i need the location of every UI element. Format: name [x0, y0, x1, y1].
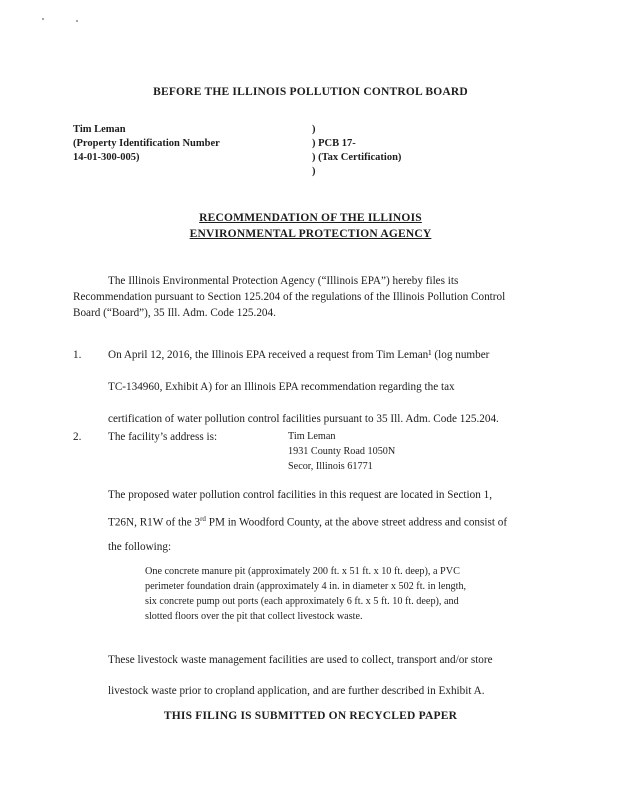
intro-line: The Illinois Environmental Protection Agency (“Illinois EPA”) hereby files its	[108, 275, 459, 287]
caption-bracket: )	[312, 124, 316, 135]
item1-number: 1.	[73, 349, 82, 361]
item1-line: certification of water pollution control facilities pursuant to 35 Ill. Adm. Code 125.204.	[108, 413, 499, 425]
caption-case-type: ) (Tax Certification)	[312, 152, 402, 163]
address-name: Tim Leman	[288, 431, 336, 442]
address-street: 1931 County Road 1050N	[288, 446, 396, 457]
facilities-description-line: slotted floors over the pit that collect livestock waste.	[145, 611, 363, 622]
facilities-description-line: One concrete manure pit (approximately 200 ft. x 51 ft. x 10 ft. deep), a PVC	[145, 566, 460, 577]
caption-pin-label: (Property Identification Number	[73, 138, 220, 149]
address-city: Secor, Illinois 61771	[288, 461, 373, 472]
item1-line: TC-134960, Exhibit A) for an Illinois EPA recommendation regarding the tax	[108, 381, 455, 393]
facilities-description-line: perimeter foundation drain (approximately 4 in. in diameter x 502 ft. in length,	[145, 581, 467, 592]
recommendation-title-line2: ENVIRONMENTAL PROTECTION AGENCY	[189, 228, 432, 240]
recycled-paper-notice: THIS FILING IS SUBMITTED ON RECYCLED PAPER	[163, 710, 458, 722]
intro-line: Recommendation pursuant to Section 125.204 of the regulations of the Illinois Pollution Control	[73, 291, 506, 303]
scan-speck	[42, 18, 44, 20]
caption-petitioner-name: Tim Leman	[73, 124, 126, 135]
caption-pin-number: 14-01-300-005)	[73, 152, 140, 163]
item1-line: On April 12, 2016, the Illinois EPA received a request from Tim Leman¹ (log number	[108, 349, 490, 361]
item2-paragraph-line: T26N, R1W of the 3rd PM in Woodford County, at the above street address and consist of	[108, 515, 508, 529]
board-heading: BEFORE THE ILLINOIS POLLUTION CONTROL BOARD	[153, 86, 468, 98]
intro-line: Board (“Board”), 35 Ill. Adm. Code 125.204.	[73, 307, 276, 319]
item2-number: 2.	[73, 431, 82, 443]
item2-address-label: The facility’s address is:	[108, 431, 218, 443]
closing-line: These livestock waste management facilities are used to collect, transport and/or store	[108, 654, 493, 666]
facilities-description-line: six concrete pump out ports (each approximately 6 ft. x 5 ft. 10 ft. deep), and	[145, 596, 459, 607]
caption-bracket: )	[312, 166, 316, 177]
item2-paragraph-line: the following:	[108, 541, 172, 553]
closing-line: livestock waste prior to cropland application, and are further described in Exhibit A.	[108, 685, 485, 697]
item2-paragraph-line: The proposed water pollution control facilities in this request are located in Section 1,	[108, 489, 492, 501]
recommendation-title-line1: RECOMMENDATION OF THE ILLINOIS	[199, 212, 422, 224]
caption-pcb-number: ) PCB 17-	[312, 138, 356, 149]
scan-speck	[76, 20, 78, 22]
